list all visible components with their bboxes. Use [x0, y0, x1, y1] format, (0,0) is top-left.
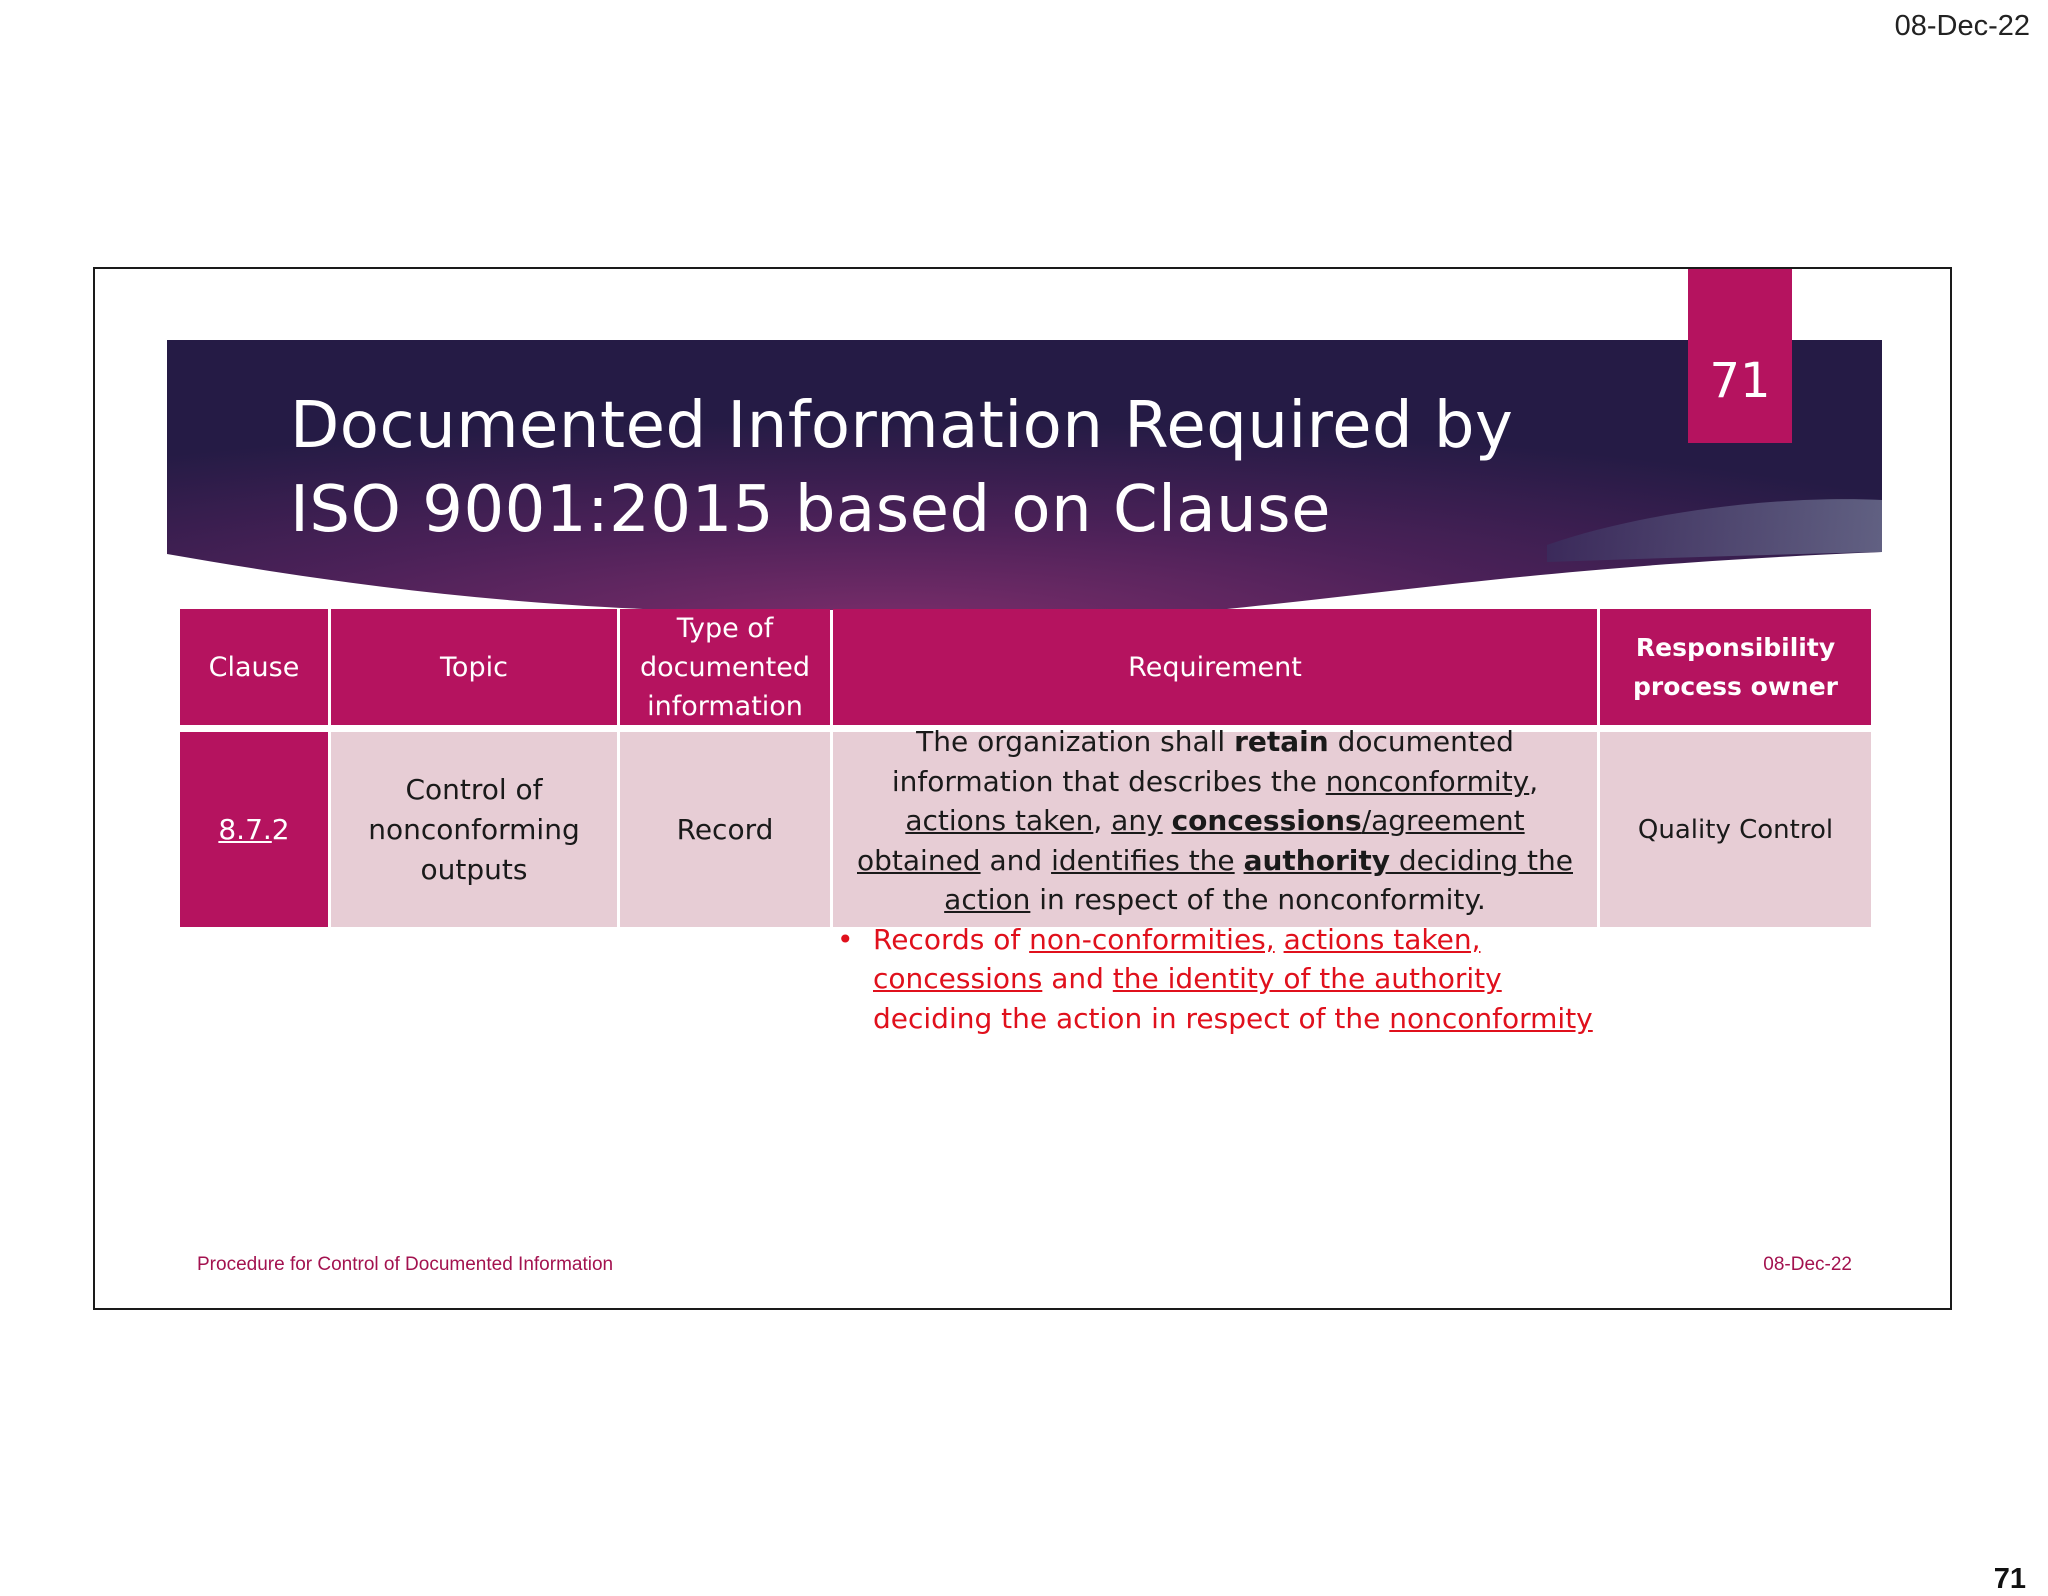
req-link[interactable]: identifies the: [1051, 843, 1235, 877]
clause-suffix: 2: [271, 813, 290, 846]
bullet-link[interactable]: nonconformity: [1389, 1001, 1593, 1035]
req-link[interactable]: deciding the action: [944, 843, 1573, 916]
bullet-link[interactable]: non-conformities,: [1029, 922, 1275, 956]
req-link[interactable]: /agreement obtained: [857, 804, 1525, 877]
topic-line-3: outputs: [420, 852, 528, 886]
requirement-cell: [833, 725, 1597, 1035]
bullet-part: Records of: [873, 922, 1030, 956]
req-retain: retain: [1234, 725, 1329, 758]
clause-table: [180, 609, 1871, 1035]
req-link[interactable]: any: [1111, 804, 1163, 837]
req-link[interactable]: actions taken: [905, 804, 1094, 837]
req-part: documented information that describes the: [891, 725, 1514, 798]
bullet-part: [1275, 923, 1284, 956]
slide-number-tab: [1688, 269, 1792, 443]
req-link[interactable]: nonconformity: [1325, 764, 1530, 798]
header-requirement: Requirement: [833, 609, 1597, 725]
title-banner: [167, 340, 1882, 610]
topic-cell: [331, 732, 617, 927]
req-part: ,: [1093, 804, 1112, 837]
req-part: and: [980, 843, 1052, 877]
footer-document-title: Procedure for Control of Documented Information: [197, 1254, 614, 1275]
requirement-bullet: [833, 920, 1597, 1039]
req-link[interactable]: concessions: [1171, 804, 1362, 837]
req-part: in respect of the nonconformity.: [1030, 883, 1486, 916]
clause-link[interactable]: 8.7.: [218, 813, 272, 846]
req-part: [1235, 844, 1244, 877]
req-part: [1163, 804, 1172, 837]
page-number: 71: [1993, 1563, 2026, 1595]
bullet-link[interactable]: actions taken,: [1283, 922, 1481, 956]
bullet-text: [873, 920, 1597, 1039]
slide-title: Documented Information Required by ISO 9001:2015 based on Clause: [290, 389, 1514, 547]
slide-number: 71: [1709, 353, 1771, 409]
bullet-part: deciding the action in respect of the: [873, 1001, 1390, 1035]
bullet-icon: •: [837, 922, 854, 956]
bullet-part: and: [1042, 962, 1113, 995]
clause-cell: [180, 732, 328, 927]
slide: [93, 267, 1952, 1310]
owner-cell: Quality Control: [1600, 732, 1871, 927]
req-part: The organization shall: [916, 725, 1235, 758]
header-clause: Clause: [180, 609, 328, 725]
bullet-link[interactable]: the identity of the authority: [1112, 962, 1502, 995]
header-responsibility: Responsibility process owner: [1600, 609, 1871, 725]
footer-date: 08-Dec-22: [1763, 1254, 1852, 1275]
bullet-link[interactable]: concessions: [873, 962, 1043, 995]
topic-line-1: Control of: [405, 772, 543, 806]
topic-line-2: nonconforming: [368, 812, 580, 846]
header-type: Type of documented information: [620, 609, 830, 725]
req-part: ,: [1529, 764, 1539, 798]
requirement-text: [833, 722, 1597, 920]
header-topic: Topic: [331, 609, 617, 725]
req-link[interactable]: authority: [1243, 843, 1390, 877]
page-date: 08-Dec-22: [1894, 10, 2030, 42]
type-cell: Record: [620, 732, 830, 927]
